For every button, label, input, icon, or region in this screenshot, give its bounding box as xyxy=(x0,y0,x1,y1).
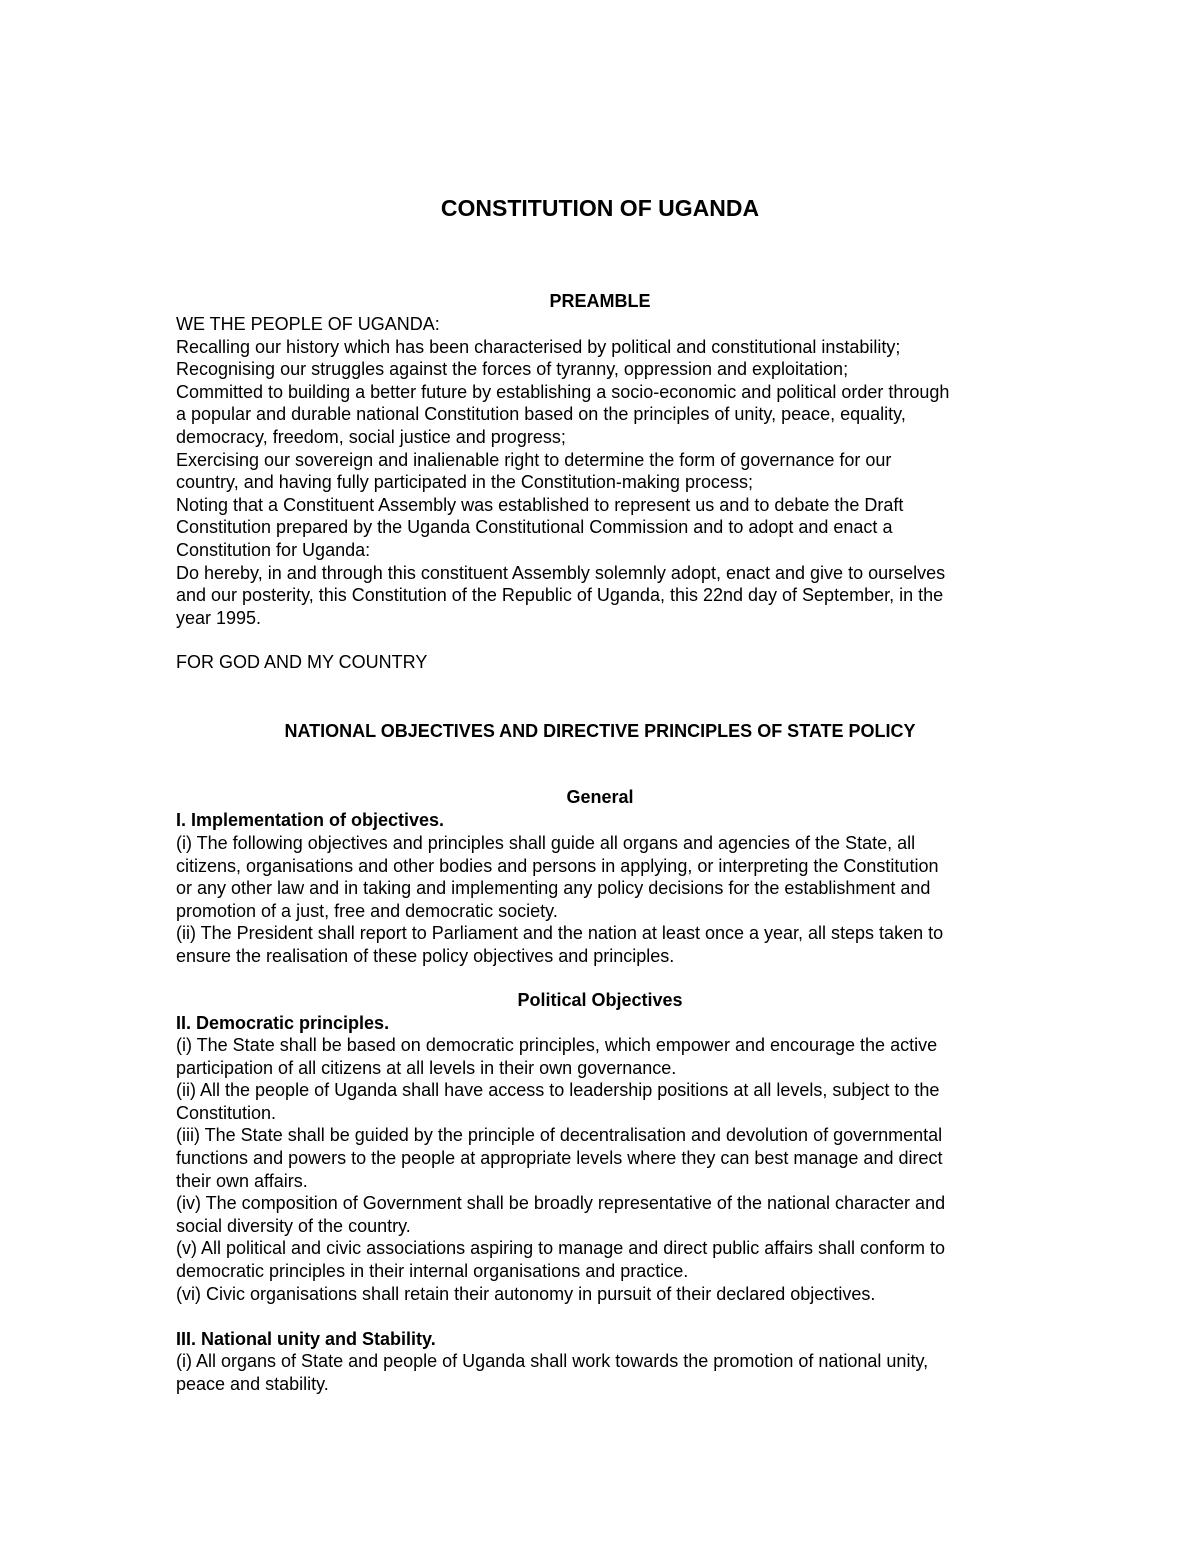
preamble-closing: FOR GOD AND MY COUNTRY xyxy=(176,652,428,672)
preamble-heading: PREAMBLE xyxy=(549,291,651,311)
section-i-heading: I. Implementation of objectives. xyxy=(176,810,445,830)
section-ii-body: (i) The State shall be based on democratic principles, which empower and encourage the active participation of all citizens at all levels in their own governance. (ii) All the people of Uganda shall have access to leadership positions at all levels, subject to the Constitution. (iii) The State shall be guided by the principle of decentralisation and devolution of governmental functions and powers to the people at appropriate levels where they can best manage and direct their own affairs. (iv) The composition of Government shall be broadly representative of the national character and social diversity of the country. (v) All political and civic associations aspiring to manage and direct public affairs shall conform to democratic principles in their internal organisations and practice. (vi) Civic organisations shall retain their autonomy in pursuit of their declared objectives. xyxy=(176,1035,946,1304)
section-ii-heading: II. Democratic principles. xyxy=(176,1013,390,1033)
objectives-heading: NATIONAL OBJECTIVES AND DIRECTIVE PRINCIPLES OF STATE POLICY xyxy=(284,721,916,741)
preamble-body: WE THE PEOPLE OF UGANDA: Recalling our history which has been characterised by political and constitutional instability; Recognising our struggles against the forces of tyranny, oppression and exploitation; Committed to building a better future by establishing a socio-economic and political order through a popular and durable national Constitution based on the principles of unity, peace, equality, democracy, freedom, social justice and progress; Exercising our sovereign and inalienable right to determine the form of governance for our country, and having fully participated in the Constitution-making process; Noting that a Constituent Assembly was established to represent us and to debate the Draft Constitution prepared by the Uganda Constitutional Commission and to adopt and enact a Constitution for Uganda: Do hereby, in and through this constituent Assembly solemnly adopt, enact and give to ourselves and our posterity, this Constitution of the Republic of Uganda, this 22nd day of September, in the year 1995. xyxy=(176,314,950,628)
section-iii-body: (i) All organs of State and people of Uganda shall work towards the promotion of national unity, peace and stability. xyxy=(176,1351,929,1394)
document-title: CONSTITUTION OF UGANDA xyxy=(440,195,760,221)
general-heading: General xyxy=(566,787,634,807)
political-objectives-heading: Political Objectives xyxy=(517,990,683,1010)
section-iii-heading: III. National unity and Stability. xyxy=(176,1329,436,1349)
section-i-body: (i) The following objectives and principles shall guide all organs and agencies of the State, all citizens, organisations and other bodies and persons in applying, or interpreting the Constitution or any other law and in taking and implementing any policy decisions for the establishment and promotion of a just, free and democratic society. (ii) The President shall report to Parliament and the nation at least once a year, all steps taken to ensure the realisation of these policy objectives and principles. xyxy=(176,833,944,966)
